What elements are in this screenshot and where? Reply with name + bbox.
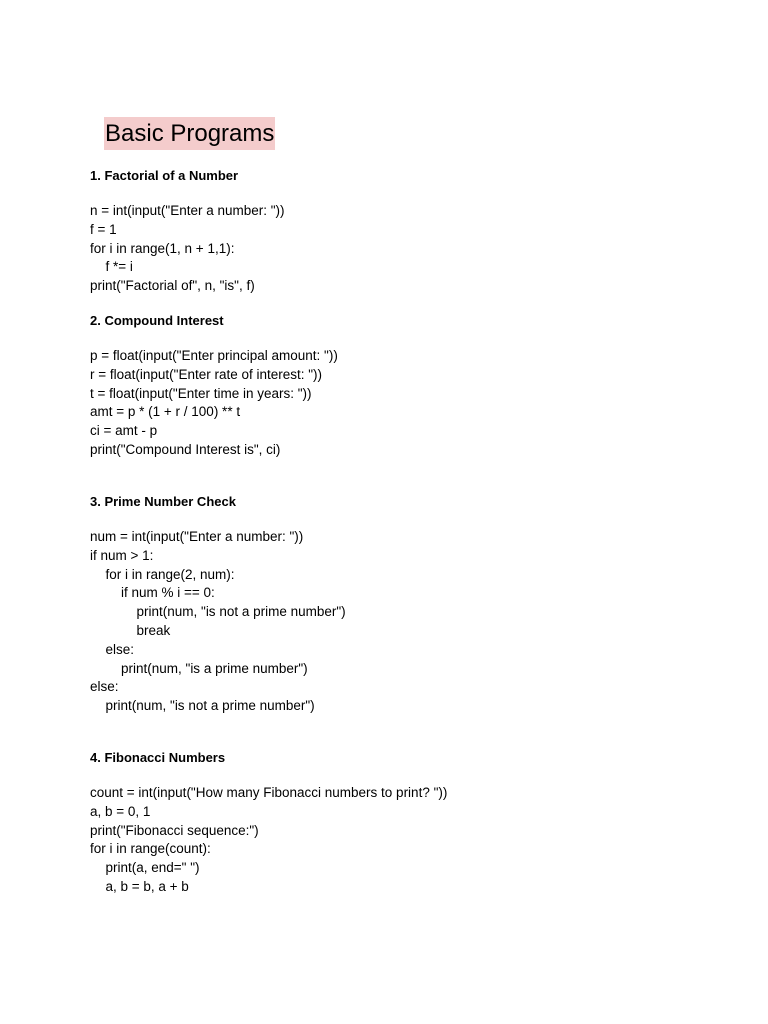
page-title: Basic Programs bbox=[104, 117, 275, 150]
code-line: num = int(input("Enter a number: ")) bbox=[90, 529, 304, 544]
code-line: a, b = b, a + b bbox=[105, 878, 189, 894]
code-line: for i in range(1, n + 1,1): bbox=[90, 240, 235, 256]
code-line: f = 1 bbox=[90, 221, 117, 237]
code-line: amt = p * (1 + r / 100) ** t bbox=[90, 404, 241, 420]
section-heading: 2. Compound Interest bbox=[90, 313, 224, 328]
code-block bbox=[90, 784, 447, 897]
code-block bbox=[90, 347, 338, 460]
section-factorial bbox=[90, 167, 285, 296]
section-heading: 1. Factorial of a Number bbox=[90, 168, 239, 183]
code-line: t = float(input("Enter time in years: ")) bbox=[90, 385, 312, 401]
code-line: else: bbox=[90, 679, 119, 695]
code-line: print(num, "is not a prime number") bbox=[105, 698, 315, 714]
section-fibonacci bbox=[90, 749, 447, 897]
code-line: ci = amt - p bbox=[90, 423, 158, 439]
code-line: for i in range(2, num): bbox=[105, 566, 235, 582]
code-line: break bbox=[136, 622, 171, 638]
code-block bbox=[90, 528, 346, 716]
code-block bbox=[90, 202, 285, 296]
code-line: print("Compound Interest is", ci) bbox=[90, 441, 281, 457]
section-compound-interest bbox=[90, 312, 338, 460]
code-line: print("Fibonacci sequence:") bbox=[90, 822, 259, 838]
section-heading: 4. Fibonacci Numbers bbox=[90, 750, 226, 765]
code-line: print(a, end=" ") bbox=[105, 860, 200, 876]
code-line: for i in range(count): bbox=[90, 841, 211, 857]
code-line: f *= i bbox=[105, 259, 133, 275]
section-heading: 3. Prime Number Check bbox=[90, 494, 236, 509]
code-line: n = int(input("Enter a number: ")) bbox=[90, 203, 285, 218]
code-line: print(num, "is not a prime number") bbox=[136, 604, 346, 620]
code-line: print(num, "is a prime number") bbox=[121, 660, 308, 676]
code-line: print("Factorial of", n, "is", f) bbox=[90, 278, 255, 294]
code-line: if num > 1: bbox=[90, 547, 154, 563]
section-prime-check bbox=[90, 493, 346, 716]
code-line: p = float(input("Enter principal amount: ")) bbox=[90, 348, 338, 363]
code-line: count = int(input("How many Fibonacci numbers to print? ")) bbox=[90, 785, 448, 800]
code-line: else: bbox=[105, 641, 135, 657]
code-line: r = float(input("Enter rate of interest: ")) bbox=[90, 366, 323, 382]
code-line: a, b = 0, 1 bbox=[90, 803, 151, 819]
code-line: if num % i == 0: bbox=[121, 585, 215, 601]
